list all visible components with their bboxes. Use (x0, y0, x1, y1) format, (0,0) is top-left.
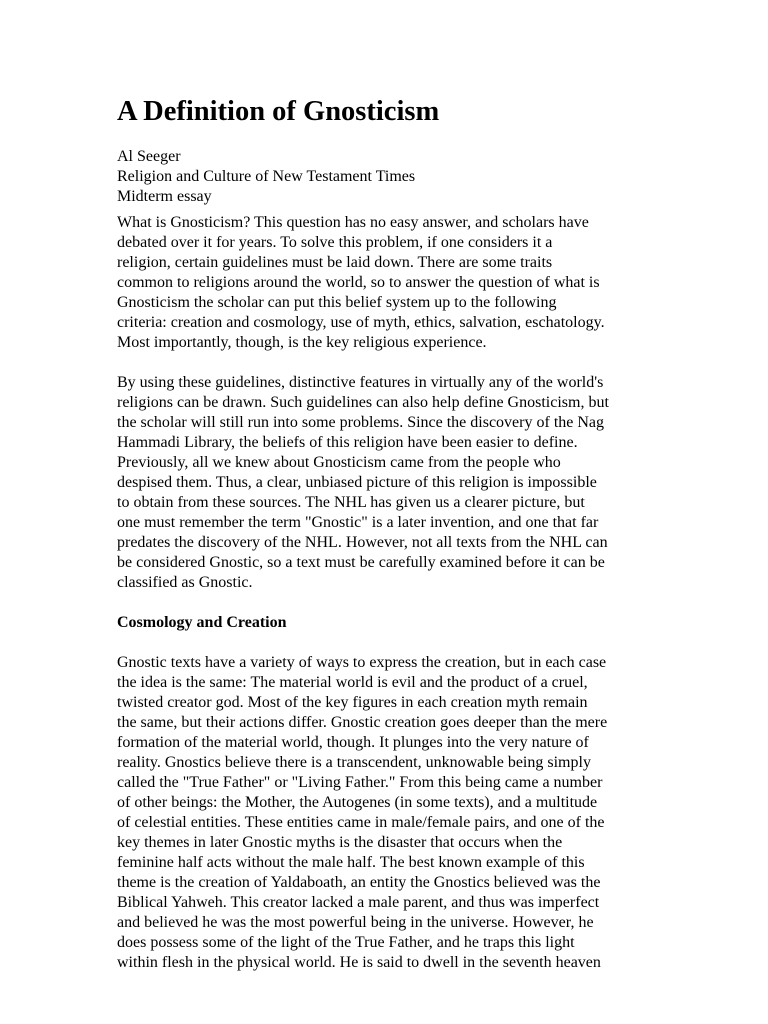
text-line: and believed he was the most powerful being in the universe. However, he (117, 914, 594, 931)
paragraph-spacer (117, 593, 657, 613)
text-line: religions can be drawn. Such guidelines can also help define Gnosticism, but (117, 394, 609, 411)
course-name: Religion and Culture of New Testament Times (117, 168, 416, 185)
text-line: classified as Gnostic. (117, 574, 253, 591)
text-line: debated over it for years. To solve this problem, if one considers it a (117, 234, 553, 251)
text-line: to obtain from these sources. The NHL has given us a clearer picture, but (117, 494, 585, 511)
text-line: What is Gnosticism? This question has no easy answer, and scholars have (117, 214, 589, 231)
text-line: the scholar will still run into some problems. Since the discovery of the Nag (117, 414, 605, 431)
text-line: theme is the creation of Yaldaboath, an entity the Gnostics believed was the (117, 874, 601, 891)
text-line: despised them. Thus, a clear, unbiased picture of this religion is impossible (117, 474, 597, 491)
document-type: Midterm essay (117, 188, 212, 205)
section-heading: Cosmology and Creation (117, 614, 287, 631)
author-name: Al Seeger (117, 148, 181, 165)
text-line: key themes in later Gnostic myths is the disaster that occurs when the (117, 834, 563, 851)
paragraph-intro (117, 213, 657, 353)
text-line: one must remember the term "Gnostic" is a later invention, and one that far (117, 514, 599, 531)
text-line: Previously, all we knew about Gnosticism came from the people who (117, 454, 561, 471)
document-page (117, 94, 657, 973)
text-line: within flesh in the physical world. He is said to dwell in the seventh heaven (117, 954, 601, 971)
text-line: does possess some of the light of the True Father, and he traps this light (117, 934, 575, 951)
text-line: called the "True Father" or "Living Father." From this being came a number (117, 774, 603, 791)
document-title: A Definition of Gnosticism (117, 96, 440, 127)
text-line: reality. Gnostics believe there is a transcendent, unknowable being simply (117, 754, 591, 771)
text-line: Most importantly, though, is the key religious experience. (117, 334, 487, 351)
text-line: criteria: creation and cosmology, use of myth, ethics, salvation, eschatology. (117, 314, 605, 331)
text-line: the same, but their actions differ. Gnostic creation goes deeper than the mere (117, 714, 608, 731)
text-line: Gnosticism the scholar can put this belief system up to the following (117, 294, 557, 311)
paragraph-guidelines (117, 373, 657, 593)
text-line: of other beings: the Mother, the Autogenes (in some texts), and a multitude (117, 794, 598, 811)
text-line: be considered Gnostic, so a text must be carefully examined before it can be (117, 554, 605, 571)
text-line: Biblical Yahweh. This creator lacked a male parent, and thus was imperfect (117, 894, 600, 911)
paragraph-cosmology (117, 653, 657, 973)
text-line: formation of the material world, though. It plunges into the very nature of (117, 734, 589, 751)
text-line: predates the discovery of the NHL. However, not all texts from the NHL can (117, 534, 608, 551)
text-line: religion, certain guidelines must be laid down. There are some traits (117, 254, 553, 271)
text-line: the idea is the same: The material world is evil and the product of a cruel, (117, 674, 588, 691)
text-line: twisted creator god. Most of the key figures in each creation myth remain (117, 694, 588, 711)
text-line: of celestial entities. These entities came in male/female pairs, and one of the (117, 814, 605, 831)
paragraph-spacer (117, 633, 657, 653)
text-line: Gnostic texts have a variety of ways to express the creation, but in each case (117, 654, 607, 671)
text-line: By using these guidelines, distinctive features in virtually any of the world's (117, 374, 604, 391)
document-meta (117, 147, 657, 207)
text-line: common to religions around the world, so to answer the question of what is (117, 274, 600, 291)
text-line: Hammadi Library, the beliefs of this religion have been easier to define. (117, 434, 578, 451)
paragraph-spacer (117, 353, 657, 373)
text-line: feminine half acts without the male half. The best known example of this (117, 854, 585, 871)
